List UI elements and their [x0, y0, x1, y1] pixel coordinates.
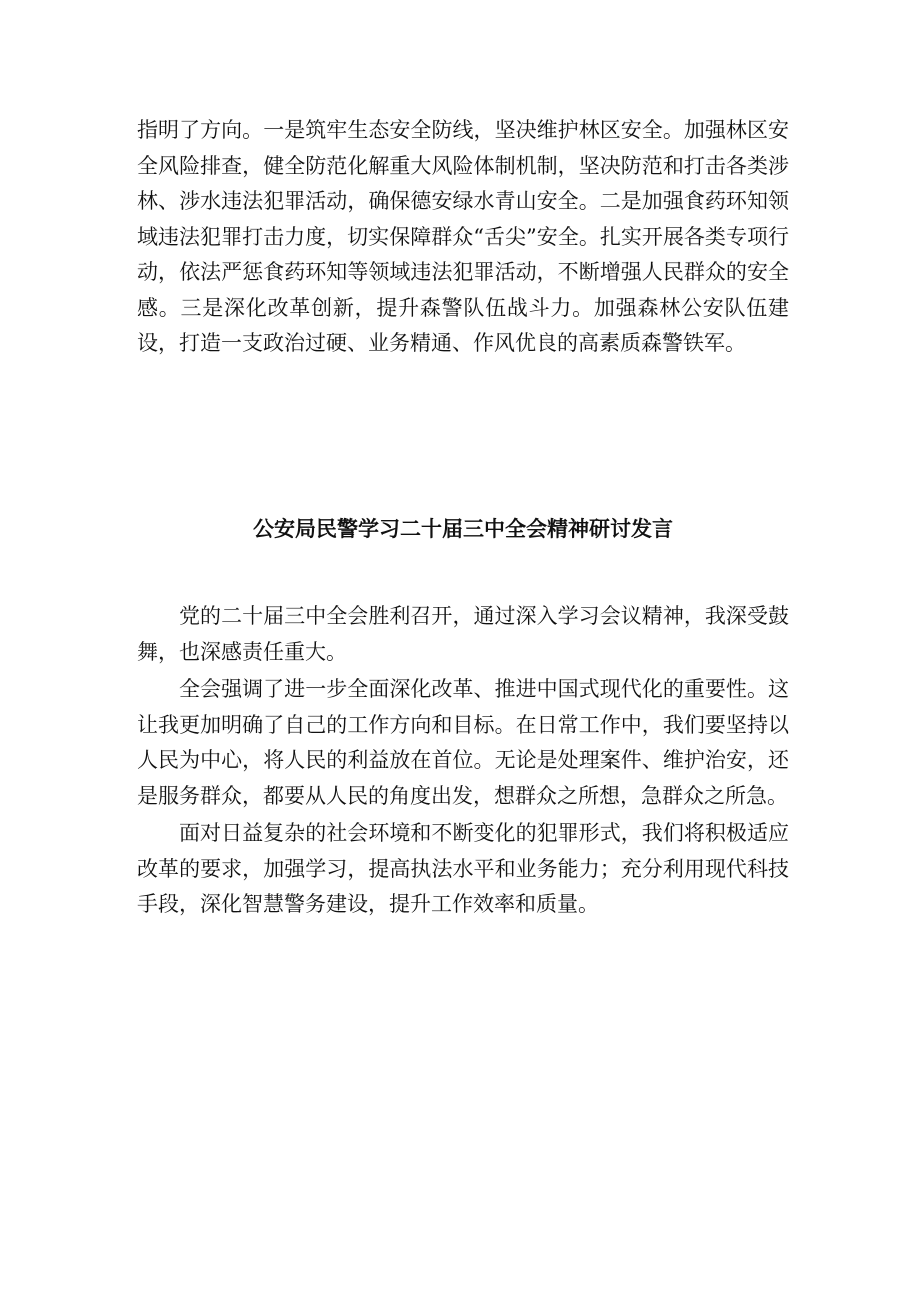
document-title: 公安局民警学习二十届三中全会精神研讨发言 — [253, 517, 673, 541]
body-paragraph-3: 面对日益复杂的社会环境和不断变化的犯罪形式，我们将积极适应改革的要求，加强学习，提高执法水平和业务能力；充分利用现代科技手段，深化智慧警务建设，提升工作效率和质量。 — [137, 821, 789, 916]
body-paragraph-2: 全会强调了进一步全面深化改革、推进中国式现代化的重要性。这让我更加明确了自己的工作方向和目标。在日常工作中，我们要坚持以人民为中心，将人民的利益放在首位。无论是处理案件、维护治安，还是服务群众，都要从人民的角度出发，想群众之所想，急群众之所急。 — [137, 677, 789, 808]
continuation-paragraph: 指明了方向。一是筑牢生态安全防线，坚决维护林区安全。加强林区安全风险排查，健全防范化解重大风险体制机制，坚决防范和打击各类涉林、涉水违法犯罪活动，确保德安绿水青山安全。二是加强食药环知领域违法犯罪打击力度，切实保障群众“舌尖”安全。扎实开展各类专项行动，依法严惩食药环知等领域违法犯罪活动，不断增强人民群众的安全感。三是深化改革创新，提升森警队伍战斗力。加强森林公安队伍建设，打造一支政治过硬、业务精通、作风优良的高素质森警铁军。 — [137, 118, 789, 355]
continuation-paragraph-block — [137, 113, 789, 362]
body-text-block — [137, 599, 789, 925]
body-paragraph-1: 党的二十届三中全会胜利召开，通过深入学习会议精神，我深受鼓舞，也深感责任重大。 — [137, 604, 789, 664]
